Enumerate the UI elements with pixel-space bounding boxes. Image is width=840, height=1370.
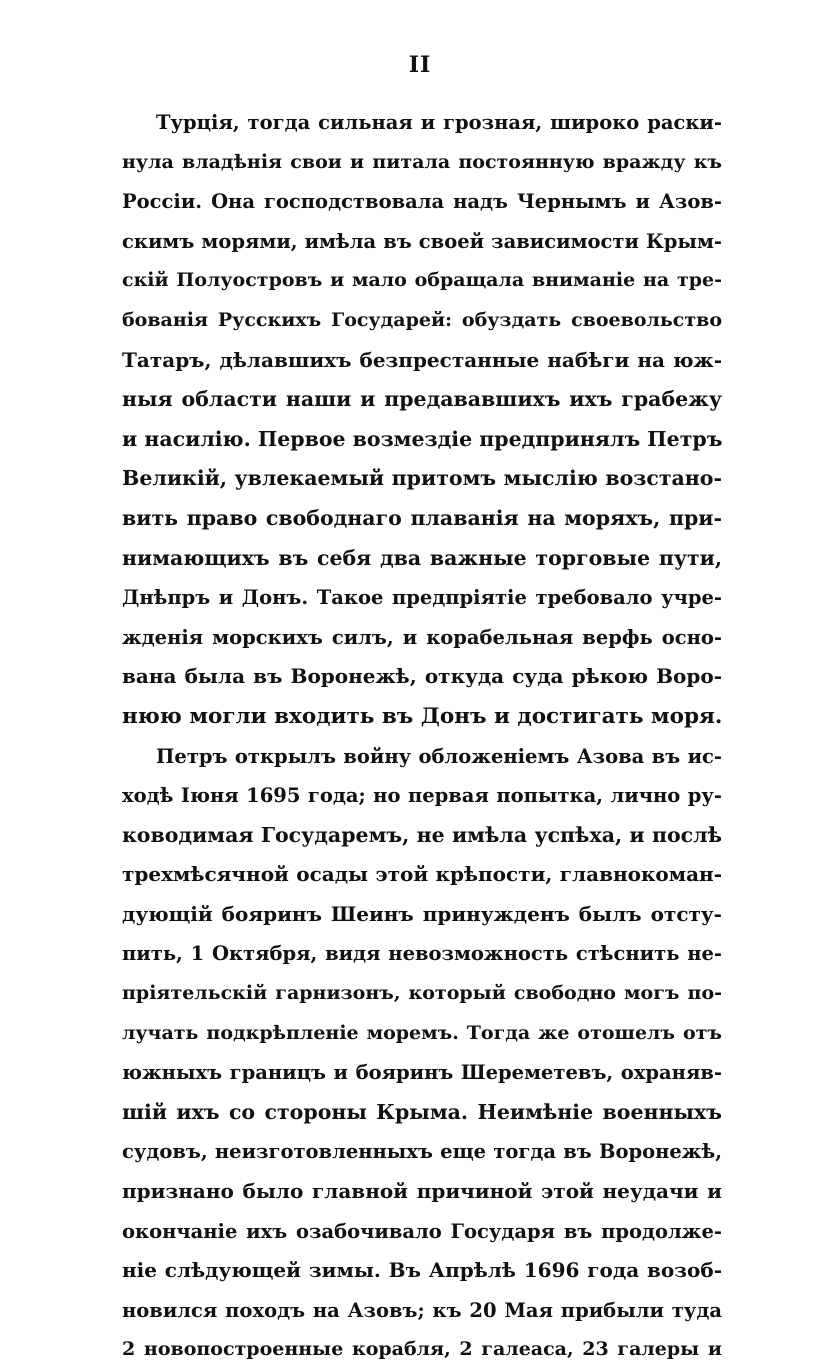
text-line: нимающихъ въ себя два важные торговые пути,	[122, 539, 722, 579]
text-line: Великій, увлекаемый притомъ мыслію возстано-	[122, 459, 722, 499]
text-line: лучать подкрѣпленіе моремъ. Тогда же отошелъ отъ	[122, 1014, 722, 1054]
text-line: и насилію. Первое возмездіе предпринялъ Петръ	[122, 420, 722, 460]
text-line: дующій бояринъ Шеинъ принужденъ былъ отсту-	[122, 895, 722, 935]
text-line: трехмѣсячной осады этой крѣпости, главнокоман-	[122, 855, 722, 895]
text-line: ководимая Государемъ, не имѣла успѣха, и послѣ	[122, 816, 722, 856]
paragraph-1	[122, 103, 722, 737]
text-line: Турція, тогда сильная и грозная, широко раски-	[122, 103, 722, 143]
text-line: бованія Русскихъ Государей: обуздать своевольство	[122, 301, 722, 341]
text-line: пріятельскій гарнизонъ, который свободно могъ по-	[122, 974, 722, 1014]
text-line: Днѣпръ и Донъ. Такое предпріятіе требовало учре-	[122, 578, 722, 618]
text-line: новился походъ на Азовъ; къ 20 Мая прибыли туда	[122, 1291, 722, 1331]
text-line: пить, 1 Октября, видя невозможность стѣснить не-	[122, 934, 722, 974]
text-line: шій ихъ со стороны Крыма. Неимѣніе военныхъ	[122, 1093, 722, 1133]
text-line: нула владѣнія свои и питала постоянную вражду къ	[122, 143, 722, 183]
text-line: вана была въ Воронежѣ, откуда суда рѣкою Воро-	[122, 657, 722, 697]
text-line: жденія морскихъ силъ, и корабельная верфь осно-	[122, 618, 722, 658]
text-line: нюю могли входить въ Донъ и достигать моря.	[122, 697, 722, 737]
text-line: судовъ, неизготовленныхъ еще тогда въ Воронежѣ,	[122, 1132, 722, 1172]
text-line: скимъ морями, имѣла въ своей зависимости Крым-	[122, 222, 722, 262]
text-line: вить право свободнаго плаванія на моряхъ, при-	[122, 499, 722, 539]
text-line: скій Полуостровъ и мало обращала вниманіе на тре-	[122, 261, 722, 301]
text-line: Татаръ, дѣлавшихъ безпрестанные набѣги на юж-	[122, 341, 722, 381]
body-text	[122, 103, 722, 1370]
text-line: ніе слѣдующей зимы. Въ Апрѣлѣ 1696 года возоб-	[122, 1251, 722, 1291]
text-line: ходѣ Іюня 1695 года; но первая попытка, лично ру-	[122, 776, 722, 816]
text-line: южныхъ границъ и бояринъ Шереметевъ, охраняв-	[122, 1053, 722, 1093]
paragraph-2	[122, 737, 722, 1370]
page-number: II	[0, 52, 840, 78]
text-line: Россіи. Она господствовала надъ Чернымъ и Азов-	[122, 182, 722, 222]
text-line: Петръ открылъ войну обложеніемъ Азова въ ис-	[122, 737, 722, 777]
text-line: 2 новопостроенные корабля, 2 галеаса, 23 галеры и	[122, 1330, 722, 1370]
text-line: ныя области наши и предававшихъ ихъ грабежу	[122, 380, 722, 420]
text-line: признано было главной причиной этой неудачи и	[122, 1172, 722, 1212]
text-line: окончаніе ихъ озабочивало Государя въ продолже-	[122, 1212, 722, 1252]
